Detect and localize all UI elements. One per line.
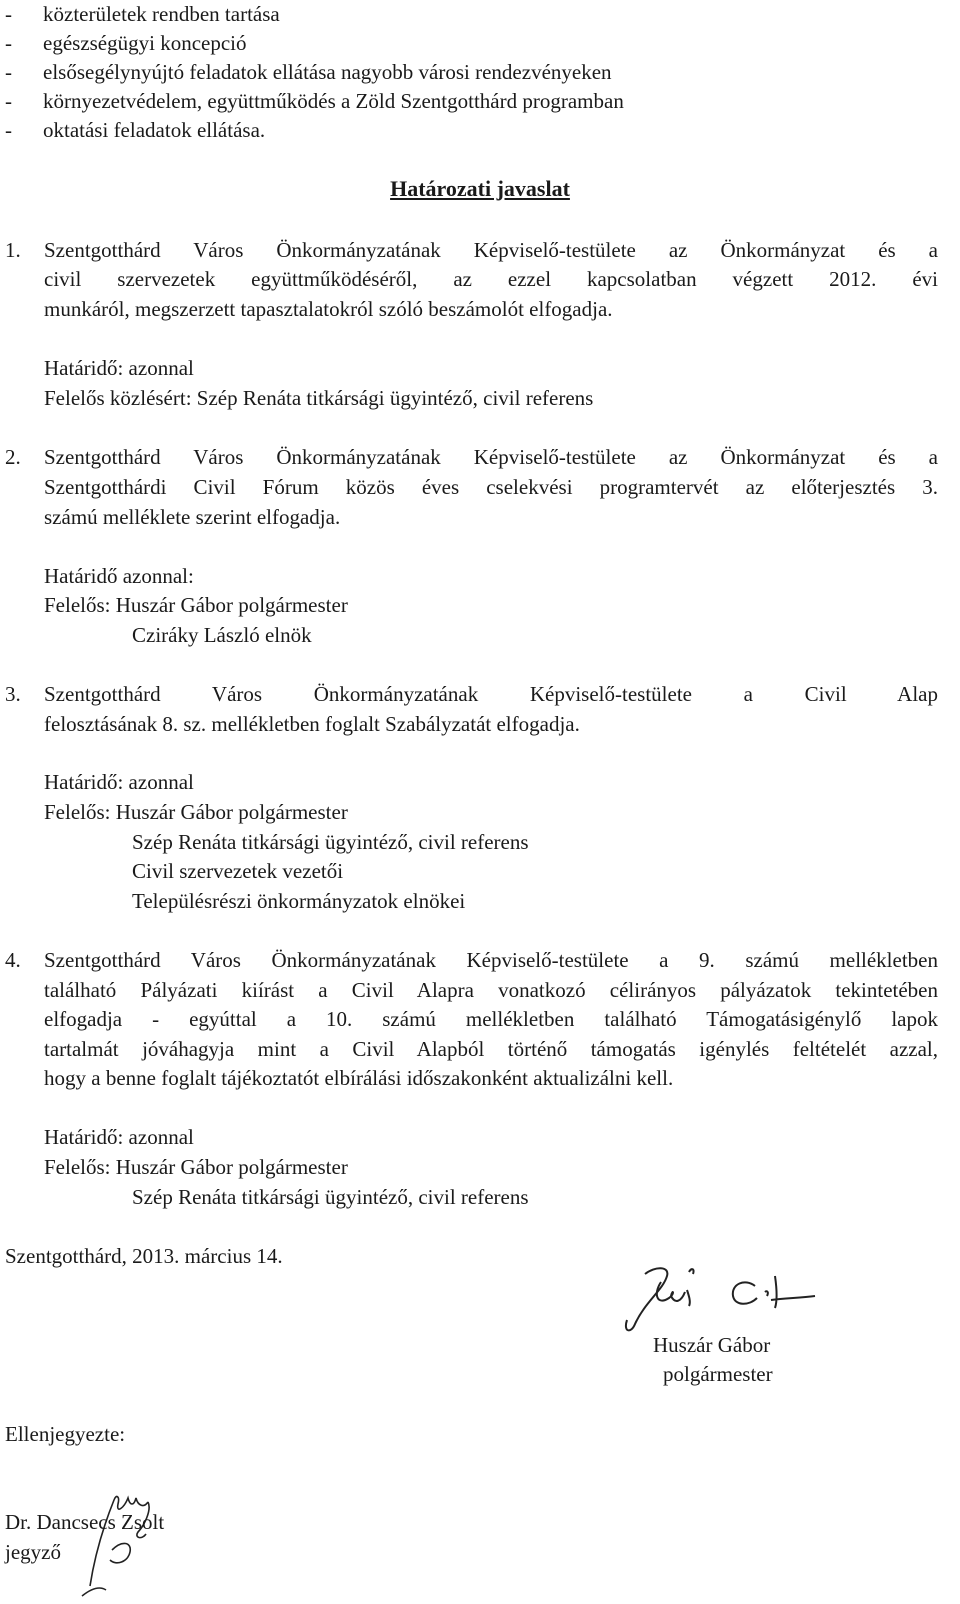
responsible: Felelős: Huszár Gábor polgármester (44, 593, 348, 617)
signer-name: Huszár Gábor (653, 1333, 771, 1357)
bullet-text: közterületek rendben tartása (43, 2, 280, 26)
responsible: Felelős: Huszár Gábor polgármester (44, 800, 348, 824)
countersign-label: Ellenjegyezte: (5, 1422, 126, 1446)
bullet-text: oktatási feladatok ellátása. (43, 118, 266, 142)
responsible: Felelős: Huszár Gábor polgármester (44, 1155, 348, 1179)
item-text-line: található Pályázati kiírást a Civil Alapra vonatkozó célirányos pályázatok tekintetében (44, 978, 938, 1002)
item-number: 1. (5, 238, 21, 262)
bullet-text: elsősegélynyújtó feladatok ellátása nagyobb városi rendezvényeken (43, 60, 612, 84)
bullet-dash: - (5, 2, 12, 26)
item-text-line: számú melléklete szerint elfogadja. (44, 505, 341, 529)
place-date: Szentgotthárd, 2013. március 14. (5, 1244, 283, 1268)
deadline: Határidő: azonnal (44, 1125, 194, 1149)
notary-name: Dr. Dancsecs Zsolt (5, 1510, 165, 1534)
bullet-dash: - (5, 60, 12, 84)
resolution-heading: Határozati javaslat (390, 176, 570, 201)
responsible: Felelős közlésért: Szép Renáta titkársági ügyintéző, civil referens (44, 386, 594, 410)
signer-title: polgármester (663, 1362, 773, 1386)
notary-title: jegyző (5, 1540, 61, 1564)
mayor-signature (615, 1262, 830, 1342)
responsible: Civil szervezetek vezetői (132, 859, 344, 883)
responsible: Cziráky László elnök (132, 623, 312, 647)
item-number: 3. (5, 682, 21, 706)
bullet-text: környezetvédelem, együttműködés a Zöld Szentgotthárd programban (43, 89, 624, 113)
item-text-line: Szentgotthárd Város Önkormányzatának Képviselő-testülete az Önkormányzat és a (44, 445, 938, 469)
item-text-line: munkáról, megszerzett tapasztalatokról szóló beszámolót elfogadja. (44, 297, 613, 321)
item-text-line: Szentgotthárdi Civil Fórum közös éves cselekvési programtervét az előterjesztés 3. (44, 475, 938, 499)
responsible: Szép Renáta titkársági ügyintéző, civil referens (132, 830, 529, 854)
item-text-line: Szentgotthárd Város Önkormányzatának Képviselő-testülete a 9. számú mellékletben (44, 948, 938, 972)
bullet-dash: - (5, 31, 12, 55)
bullet-text: egészségügyi koncepció (43, 31, 247, 55)
deadline: Határidő: azonnal (44, 356, 194, 380)
deadline: Határidő azonnal: (44, 564, 194, 588)
item-text-line: Szentgotthárd Város Önkormányzatának Képviselő-testülete a Civil Alap (44, 682, 938, 706)
item-text-line: tartalmát jóváhagyja mint a Civil Alapból történő támogatás igénylés feltételét azzal, (44, 1037, 938, 1061)
item-text-line: felosztásának 8. sz. mellékletben foglalt Szabályzatát elfogadja. (44, 712, 580, 736)
responsible: Szép Renáta titkársági ügyintéző, civil referens (132, 1185, 529, 1209)
item-number: 2. (5, 445, 21, 469)
responsible: Településrészi önkormányzatok elnökei (132, 889, 466, 913)
item-text-line: elfogadja - egyúttal a 10. számú mellékletben található Támogatásigénylő lapok (44, 1007, 938, 1031)
item-text-line: civil szervezetek együttműködéséről, az ezzel kapcsolatban végzett 2012. évi (44, 267, 938, 291)
bullet-dash: - (5, 89, 12, 113)
bullet-dash: - (5, 118, 12, 142)
deadline: Határidő: azonnal (44, 770, 194, 794)
notary-signature (72, 1490, 182, 1600)
item-text-line: Szentgotthárd Város Önkormányzatának Képviselő-testülete az Önkormányzat és a (44, 238, 938, 262)
item-text-line: hogy a benne foglalt tájékoztatót elbírálási időszakonként aktualizálni kell. (44, 1066, 674, 1090)
item-number: 4. (5, 948, 21, 972)
